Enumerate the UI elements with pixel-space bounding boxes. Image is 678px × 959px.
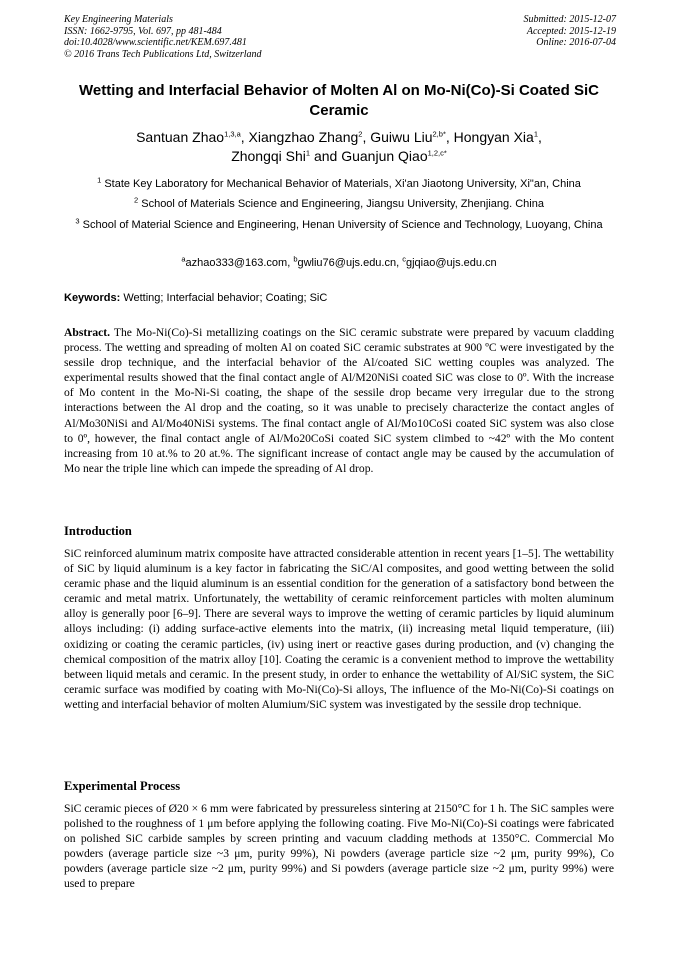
email-link[interactable]: gwliu76@ujs.edu.cn <box>297 257 397 269</box>
author-name: Santuan Zhao <box>136 129 225 145</box>
journal-info <box>64 14 262 60</box>
affiliation <box>60 218 618 233</box>
journal-doi: doi:10.4028/www.scientific.net/KEM.697.481 <box>64 37 247 48</box>
abstract-text: The Mo-Ni(Co)-Si metallizing coatings on the SiC ceramic substrate were prepared by vacuum cladding process. The wetting and spreading of molten Al on coated SiC ceramic substrates at 900 ºC were investigated by the sessile drop technique, and the interfacial behavior of the Al/coated SiC wetting couples was analyzed. The experimental results showed that the final contact angle of Al/M20NiSi coated SiC was close to 0º. With the increase of Mo content in the Mo-Ni-Si coating, the shape of the sessile drop became very irregular due to the strong interactions between the Al drop and the coating, so it was unable to precisely characterize the contact angles of Al/Mo30NiSi and Al/Mo40NiSi systems. The final contact angle of Al/Mo10CoSi coated SiC system was also close to 0º, however, the final contact angle of Al/Mo20CoSi coated SiC system climbed to ~42º with the Mo content increasing from 10 at.% to 20 at.%. The significant increase of contact angle may be caused by the accumulation of Mo near the triple line which can impede the spreading of Al drop. <box>64 326 614 475</box>
keywords-text: Wetting; Interfacial behavior; Coating; SiC <box>123 292 328 304</box>
author-conjunction: and <box>313 148 338 164</box>
online-date: Online: 2016-07-04 <box>536 37 616 48</box>
affiliation <box>60 197 618 212</box>
author-name: Hongyan Xia <box>453 129 534 145</box>
submission-dates <box>524 14 617 49</box>
author-name: Xiangzhao Zhang <box>248 129 359 145</box>
author-list: Santuan Zhao$^{1,3,a}$, Xiangzhao Zhang$^2$, Guiwu Liu$^{2,b*}$, Hongyan Xia$^1$, Zhongqi Shi$^1$ and Guanjun Qiao$^{1,2,c*}$ <box>136 129 542 164</box>
author-affiliation-mark: 2,b* <box>432 129 446 139</box>
affiliation-text: School of Material Science and Engineering, Henan University of Science and Technology, Luoyang, China <box>82 219 603 231</box>
abstract <box>64 325 614 476</box>
email-link[interactable]: gjqiao@ujs.edu.cn <box>405 257 497 269</box>
abstract-label: Abstract. <box>64 326 111 339</box>
author-name: Guanjun Qiao <box>341 148 428 164</box>
journal-issn: ISSN: 1662-9795, Vol. 697, pp 481-484 <box>64 25 222 37</box>
email-mark: a <box>181 254 186 264</box>
affiliation-number: 3 <box>75 216 80 226</box>
affiliation-text: School of Materials Science and Engineering, Jiangsu University, Zhenjiang. China <box>141 198 544 210</box>
paper-title: Wetting and Interfacial Behavior of Molten Al on Mo-Ni(Co)-Si Coated SiC Ceramic <box>78 82 599 119</box>
journal-copyright: © 2016 Trans Tech Publications Ltd, Switzerland <box>64 48 262 60</box>
journal-name: Key Engineering Materials <box>64 14 173 25</box>
author-affiliation-mark: 2 <box>358 129 363 139</box>
keywords <box>64 291 614 305</box>
author-name: Guiwu Liu <box>370 129 433 145</box>
section-heading-experimental: Experimental Process <box>64 779 181 793</box>
section-heading-introduction: Introduction <box>64 524 132 538</box>
email-link[interactable]: azhao333@163.com <box>185 257 288 269</box>
affiliation <box>60 177 618 192</box>
experimental-paragraph: SiC ceramic pieces of Ø20 × 6 mm were fabricated by pressureless sintering at 2150°C for 1 h. The SiC samples were polished to the roughness of 1 μm before applying the following coating. Five Mo-Ni(Co)-Si coatings were fabricated on polished SiC carbide samples by screen printing and vacuum cladding methods at 1350°C. Commercial Mo powders (average particle size ~3 μm, purity 99%), Ni powders (average particle size ~2 μm, purity 99%), Co powders (average particle size ~2 μm, purity 99%) and Si powders (average particle size ~2 μm, purity 99%) were used to prepare <box>64 802 614 891</box>
author-name: Zhongqi Shi <box>231 148 306 164</box>
submitted-date: Submitted: 2015-12-07 <box>523 14 616 25</box>
affiliation-number: 1 <box>97 175 102 185</box>
author-affiliation-mark: 1 <box>533 129 538 139</box>
email-mark: c <box>402 254 406 264</box>
affiliation-text: State Key Laboratory for Mechanical Behavior of Materials, Xi'an Jiaotong University, Xi"an, China <box>104 178 581 190</box>
author-affiliation-mark: 1,3,a <box>224 129 241 139</box>
author-emails: $^a$azhao333@163.com, $^b$gwliu76@ujs.edu.cn, $^c$gjqiao@ujs.edu.cn <box>181 254 497 269</box>
email-mark: b <box>293 254 298 264</box>
affiliation-number: 2 <box>134 195 139 205</box>
author-affiliation-mark: 1 <box>305 148 311 158</box>
accepted-date: Accepted: 2015-12-19 <box>526 25 616 37</box>
keywords-label: Keywords: <box>64 292 121 304</box>
author-affiliation-mark: 1,2,c* <box>427 148 447 158</box>
introduction-paragraph: SiC reinforced aluminum matrix composite have attracted considerable attention in recent years [1–5]. The wettability of SiC by liquid aluminum is a key factor in fabricating the SiC/Al composites, and good wetting between the solid ceramic phase and the liquid aluminum is an essential condition for the generation of a satisfactory bond between the ceramic and metal matrix. Unfortunately, the wettability of ceramic reinforcement particles with molten aluminum alloy is generally poor [6–9]. There are several ways to improve the wetting of ceramic particles by liquid aluminum alloys including: (i) adding surface-active elements into the matrix, (ii) increasing metal liquid temperature, (iii) oxidizing or coating the ceramic particles, (iv) using inert or reactive gases during production, and (v) changing the chemical composition of the matrix alloy [10]. Coating the ceramic is a convenient method to improve the wettability between liquid metals and ceramic. In the present study, in order to enhance the wettability of Al/SiC system, the SiC ceramic surface was modified by coating with Mo-Ni(Co)-Si alloys, The influence of the Mo-Ni(Co)-Si coatings on wetting and interfacial behavior of molten Alumium/SiC system was investigated by the sessile drop technique. <box>64 547 614 711</box>
